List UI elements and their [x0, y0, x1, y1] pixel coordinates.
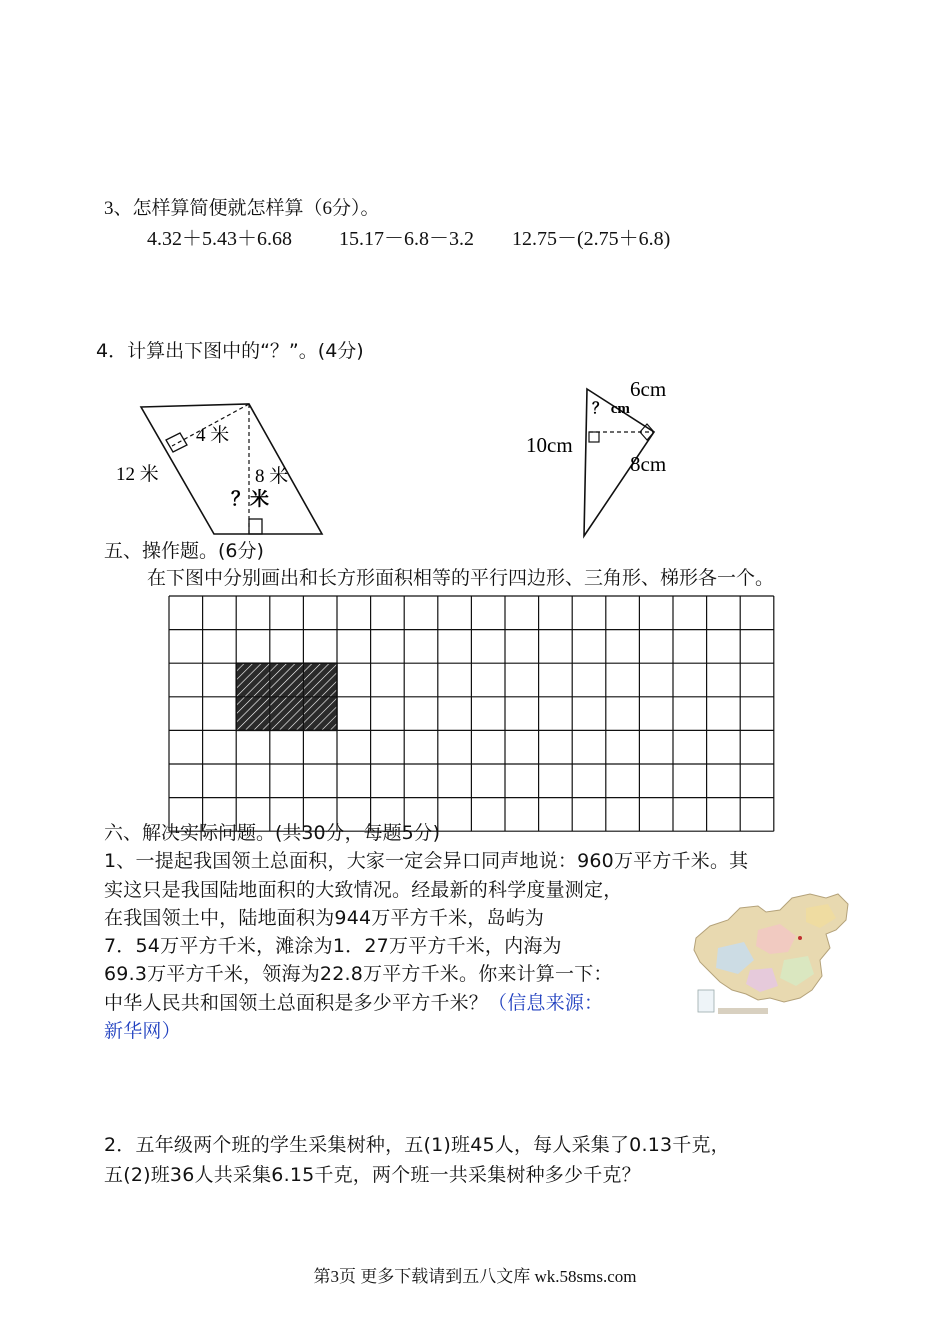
parallelogram-figure — [100, 390, 340, 540]
right-angle-mark-bottom — [249, 519, 262, 534]
problem2-line1: 2．五年级两个班的学生采集树种，五(1)班45人，每人采集了0.13千克， — [104, 1134, 730, 1156]
q3-expression-3: 12.75－(2.75＋6.8) — [512, 228, 671, 250]
drawing-grid — [168, 595, 776, 853]
info-source-name: 新华网） — [104, 1020, 181, 1042]
page-footer: 第3页 更多下载请到五八文库 wk.58sms.com — [313, 1267, 637, 1286]
label-6cm: 6cm — [630, 377, 667, 401]
right-angle-mark-left — [589, 432, 599, 442]
problem1-line6 — [104, 988, 603, 1015]
section5-title: 五、操作题。(6分) — [104, 540, 264, 562]
problem1-line4: 7．54万平方千米，滩涂为1．27万平方千米，内海为 — [104, 935, 562, 957]
label-unknown-2: ？ cm — [592, 401, 630, 417]
info-source-label: （信息来源： — [488, 992, 604, 1014]
problem1-question: 中华人民共和国领土总面积是多少平方千米？ — [104, 992, 489, 1014]
problem1-line2: 实这只是我国陆地面积的大致情况。经最新的科学度量测定， — [104, 879, 623, 901]
label-unknown-1: ？米 — [231, 489, 270, 510]
triangle-figure — [520, 372, 690, 542]
q4-title: 4．计算出下图中的“？”。(4分) — [96, 340, 364, 362]
q3-title: 3、怎样算简便就怎样算（6分）。 — [104, 198, 380, 219]
china-map-image — [688, 890, 858, 1020]
problem1-line1: 1、一提起我国领土总面积，大家一定会异口同声地说：960万平方千米。其 — [104, 850, 749, 872]
problem2-line2: 五(2)班36人共采集6.15千克，两个班一共采集树种多少千克？ — [104, 1164, 641, 1186]
section5-instructions: 在下图中分别画出和长方形面积相等的平行四边形、三角形、梯形各一个。 — [147, 568, 775, 589]
section6-title: 六、解决实际问题。(共30分，每题5分) — [104, 822, 441, 844]
map-capital-marker — [798, 936, 802, 940]
label-height-8: 8 米 — [255, 466, 289, 487]
map-caption-bar — [718, 1008, 768, 1014]
label-8cm: 8cm — [630, 452, 667, 476]
label-side: 12 米 — [116, 464, 159, 485]
parallelogram-shape — [141, 404, 322, 534]
problem1-line3: 在我国领土中，陆地面积为944万平方千米，岛屿为 — [104, 907, 545, 929]
q3-expression-2: 15.17－6.8－3.2 — [339, 228, 474, 250]
label-10cm: 10cm — [526, 433, 573, 457]
label-height-4: 4 米 — [196, 425, 230, 446]
q3-expression-1: 4.32＋5.43＋6.68 — [147, 228, 292, 250]
map-inset-south-sea — [698, 990, 714, 1012]
right-angle-mark-side — [166, 433, 187, 452]
problem1-line5: 69.3万平方千米，领海为22.8万平方千米。你来计算一下： — [104, 963, 613, 985]
